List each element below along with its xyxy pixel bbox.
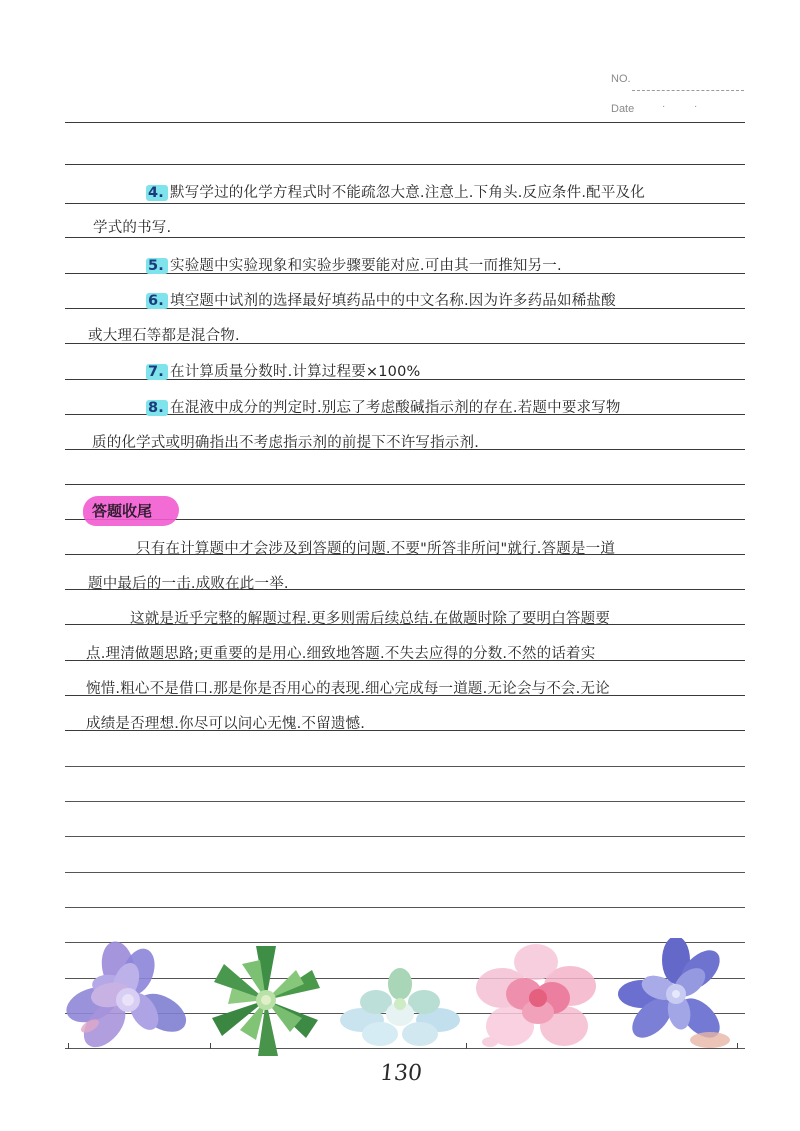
margin-tick (68, 1043, 69, 1049)
paragraph-2-line-4: 成绩是否理想.你尽可以问心无愧.不留遗憾. (86, 716, 366, 732)
ruled-line (65, 484, 745, 485)
item-6-continuation: 或大理石等都是混合物. (88, 328, 240, 344)
item-4-continuation: 学式的书写. (93, 220, 172, 236)
section-heading: 答题收尾 (92, 502, 153, 520)
item-text: 填空题中试剂的选择最好填药品中的中文名称.因为许多药品如稀盐酸 (170, 293, 616, 309)
ruled-line (65, 836, 745, 837)
item-text: 在混液中成分的判定时.别忘了考虑酸碱指示剂的存在.若题中要求写物 (170, 400, 621, 416)
paragraph-1-line-1: 只有在计算题中才会涉及到答题的问题.不要"所答非所问"就行.答题是一道 (136, 541, 616, 557)
ruled-line (65, 164, 745, 165)
paragraph-2-line-2: 点.理清做题思路;更重要的是用心.细致地答题.不失去应得的分数.不然的话着实 (86, 646, 596, 662)
item-8-line (146, 396, 621, 417)
ruled-line (65, 203, 745, 204)
margin-tick (210, 1043, 211, 1049)
ruled-line (65, 237, 745, 238)
no-dotted-line (632, 90, 744, 91)
item-text: 在计算质量分数时.计算过程要×100% (170, 364, 421, 380)
margin-tick (737, 1043, 738, 1049)
item-8-continuation: 质的化学式或明确指出不考虑指示剂的前提下不许写指示剂. (92, 435, 480, 451)
ruled-line (65, 122, 745, 123)
date-label: Date (611, 103, 635, 115)
paragraph-2-line-3: 惋惜.粗心不是借口.那是你是否用心的表现.细心完成每一道题.无论会与不会.无论 (86, 681, 610, 697)
item-number: 8. (146, 400, 168, 416)
item-4-line (146, 181, 645, 202)
pale-succulent-illustration (336, 956, 464, 1052)
item-text: 默写学过的化学方程式时不能疏忽大意.注意上.下角头.反应条件.配平及化 (170, 185, 645, 201)
item-7-line (146, 360, 421, 381)
ruled-line (65, 872, 745, 873)
no-label: NO. (611, 73, 631, 85)
item-5-line (146, 254, 562, 275)
purple-succulent-illustration (66, 940, 194, 1058)
item-number: 4. (146, 185, 168, 201)
item-number: 5. (146, 258, 168, 274)
paragraph-1-line-2: 题中最后的一击.成败在此一举. (88, 576, 289, 592)
item-number: 7. (146, 364, 168, 380)
date-dot: · (662, 101, 666, 112)
green-succulent-illustration (202, 938, 328, 1062)
blue-violet-succulent-illustration (616, 938, 738, 1056)
pink-succulent-illustration (470, 936, 600, 1060)
item-number: 6. (146, 293, 168, 309)
item-6-line (146, 289, 616, 310)
item-text: 实验题中实验现象和实验步骤要能对应.可由其一而推知另一. (170, 258, 562, 274)
ruled-line (65, 766, 745, 767)
date-dot: · (694, 101, 698, 112)
margin-tick (466, 1043, 467, 1049)
paragraph-2-line-1: 这就是近乎完整的解题过程.更多则需后续总结.在做题时除了要明白答题要 (130, 611, 611, 627)
page-number: 130 (378, 1061, 424, 1086)
ruled-line (65, 907, 745, 908)
ruled-line (65, 801, 745, 802)
